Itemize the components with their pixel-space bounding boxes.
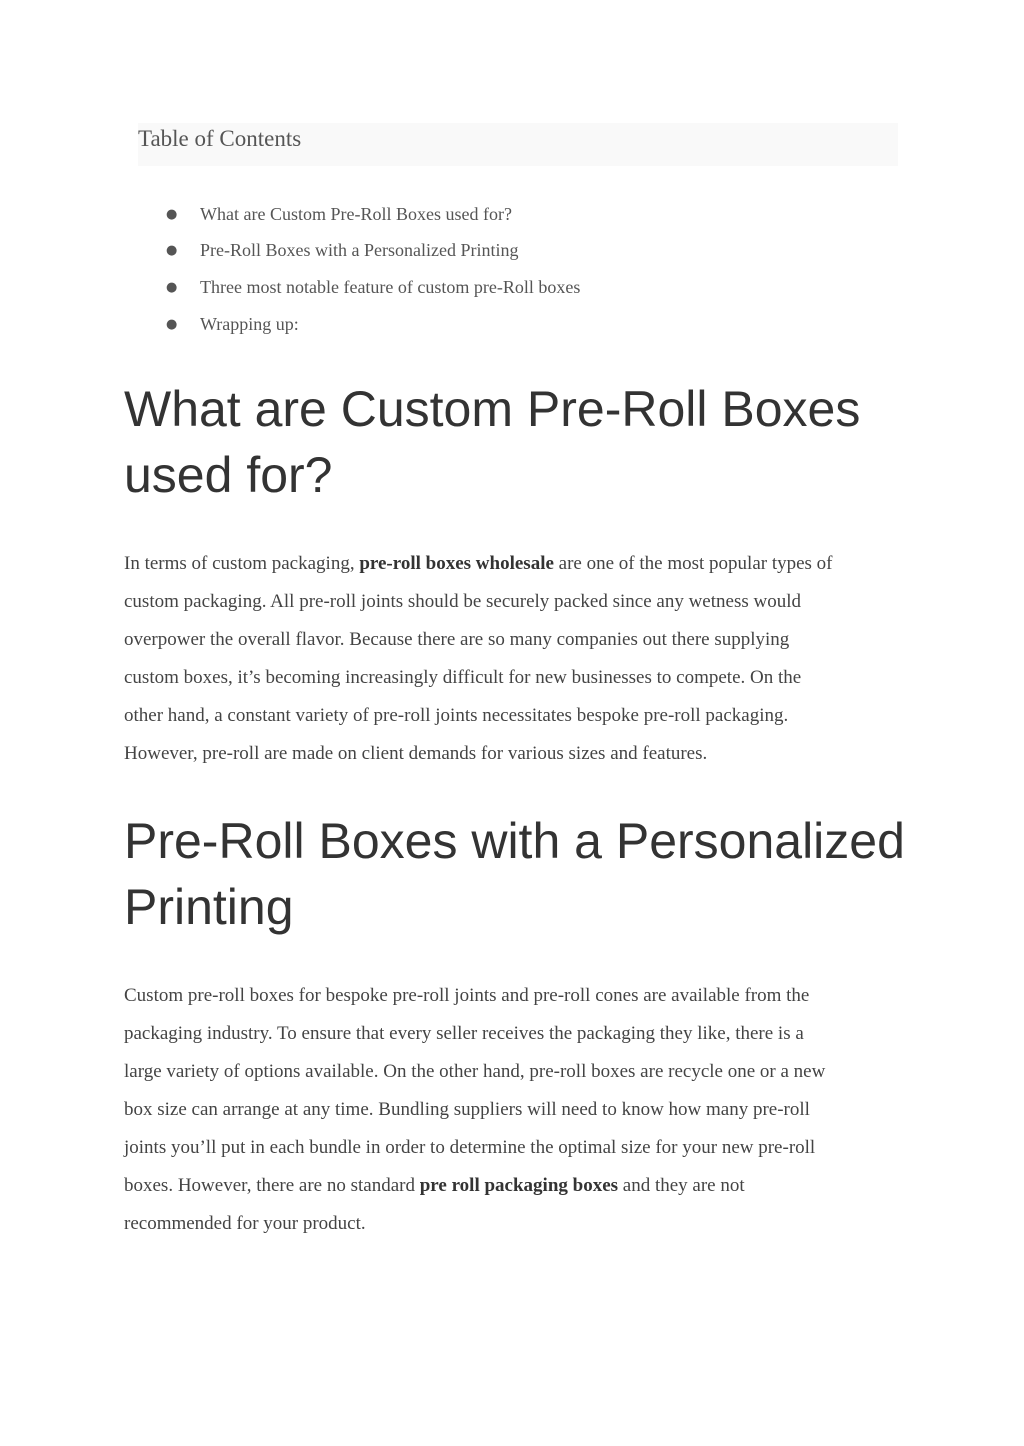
section-heading-personalized-printing: [124, 808, 924, 940]
paragraph-line: other hand, a constant variety of pre-roll joints necessitates bespoke pre-roll packaging.: [124, 705, 789, 726]
section-paragraph-1: [124, 545, 914, 773]
text-run: and they are not: [618, 1175, 745, 1196]
paragraph-line: overpower the overall flavor. Because there are so many companies out there supplying: [124, 629, 790, 650]
toc-item[interactable]: [166, 306, 580, 343]
toc-item[interactable]: [166, 269, 580, 306]
toc-title: Table of Contents: [138, 126, 302, 151]
paragraph-line: However, pre-roll are made on client demands for various sizes and features.: [124, 743, 708, 764]
toc-item[interactable]: [166, 233, 580, 270]
paragraph-line: custom boxes, it’s becoming increasingly difficult for new businesses to compete. On the: [124, 667, 802, 688]
bold-keyword: pre-roll boxes wholesale: [359, 553, 554, 574]
paragraph-line: [124, 545, 914, 583]
toc-list: [166, 196, 580, 342]
toc-item-label[interactable]: Three most notable feature of custom pre-Roll boxes: [200, 276, 581, 297]
paragraph-line: large variety of options available. On the other hand, pre-roll boxes are recycle one or a new: [124, 1061, 826, 1082]
paragraph-line: recommended for your product.: [124, 1213, 366, 1234]
heading-line: Printing: [124, 879, 294, 935]
bullet-icon: ●: [166, 279, 178, 295]
section-heading-custom-pre-roll-boxes: [124, 376, 924, 508]
text-run: boxes. However, there are no standard: [124, 1175, 420, 1196]
paragraph-line: packaging industry. To ensure that every seller receives the packaging they like, there is a: [124, 1023, 804, 1044]
paragraph-line: joints you’ll put in each bundle in order to determine the optimal size for your new pre-roll: [124, 1137, 816, 1158]
paragraph-line: custom packaging. All pre-roll joints should be securely packed since any wetness would: [124, 591, 801, 612]
paragraph-line: Custom pre-roll boxes for bespoke pre-roll joints and pre-roll cones are available from the: [124, 985, 810, 1006]
heading-line: What are Custom Pre-Roll Boxes: [124, 381, 861, 437]
bullet-icon: ●: [166, 316, 178, 332]
bullet-icon: ●: [166, 206, 178, 222]
table-of-contents-header: [138, 123, 898, 166]
toc-item-label[interactable]: What are Custom Pre-Roll Boxes used for?: [200, 203, 512, 224]
heading-line: Pre-Roll Boxes with a Personalized: [124, 813, 905, 869]
paragraph-line: [124, 1167, 914, 1205]
text-run: In terms of custom packaging,: [124, 553, 360, 574]
heading-line: used for?: [124, 447, 333, 503]
section-paragraph-2: [124, 977, 914, 1243]
text-run: are one of the most popular types of: [553, 553, 833, 574]
bold-keyword: pre roll packaging boxes: [419, 1175, 619, 1196]
bullet-icon: ●: [166, 243, 178, 259]
toc-item-label[interactable]: Pre-Roll Boxes with a Personalized Printing: [200, 240, 519, 261]
toc-item[interactable]: [166, 196, 580, 233]
paragraph-line: box size can arrange at any time. Bundling suppliers will need to know how many pre-roll: [124, 1099, 810, 1120]
toc-item-label[interactable]: Wrapping up:: [200, 313, 299, 334]
